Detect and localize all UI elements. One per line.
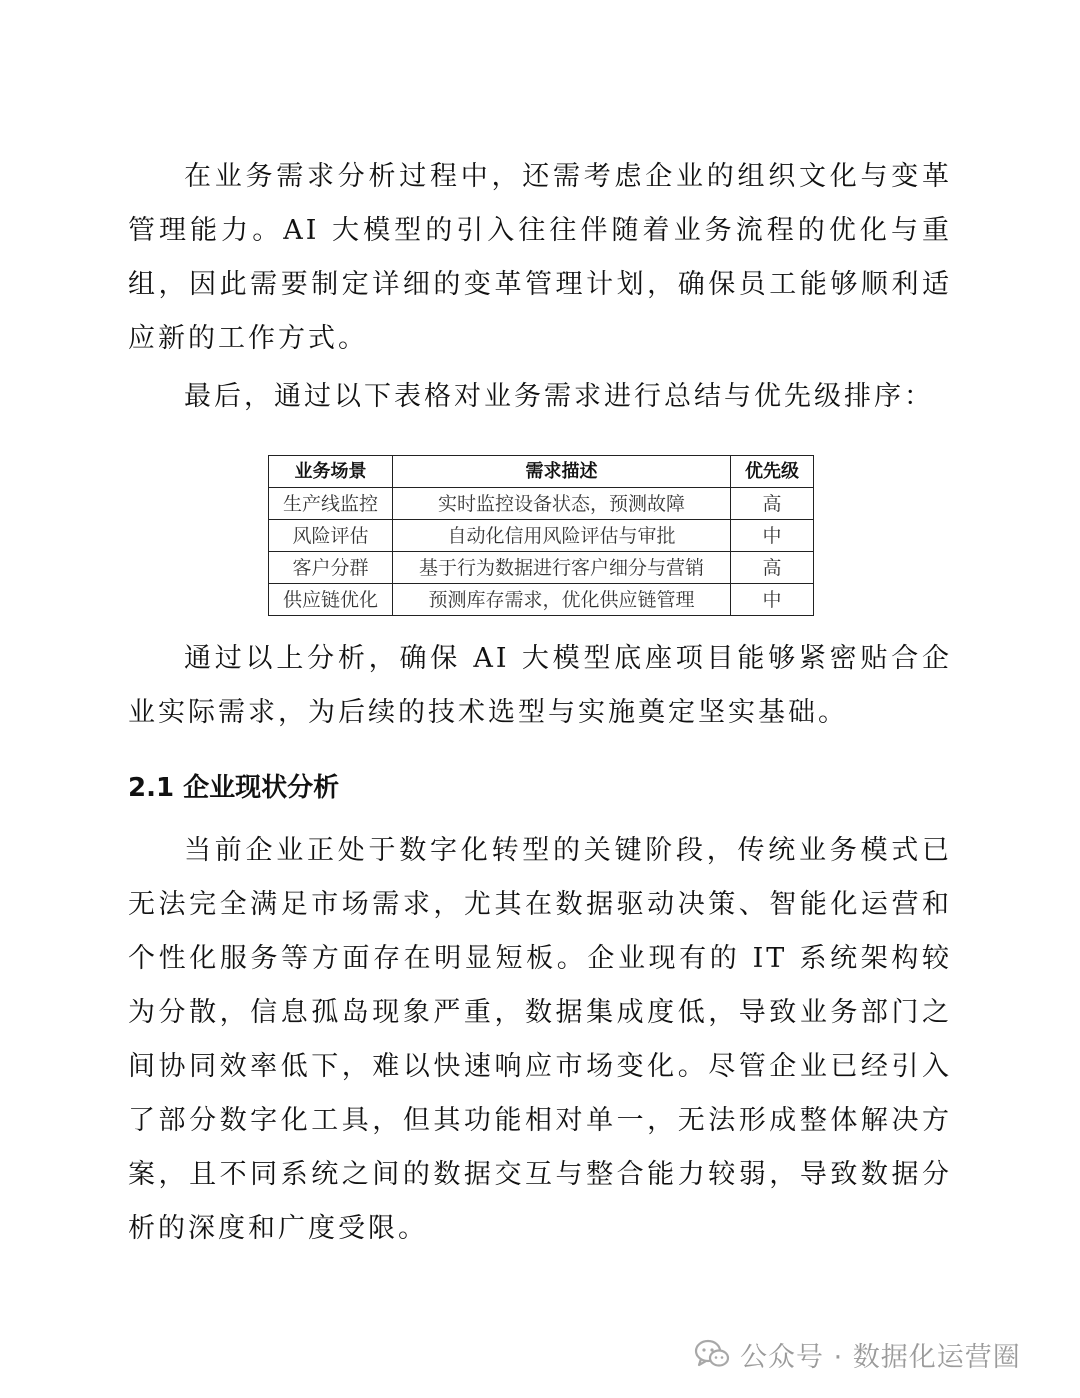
paragraph-table-intro: 最后，通过以下表格对业务需求进行总结与优先级排序：: [184, 381, 934, 412]
cell-priority: 高: [731, 488, 814, 520]
cell-description: 基于行为数据进行客户细分与营销: [393, 552, 731, 584]
cell-priority: 中: [731, 520, 814, 552]
section-heading: 2.1 企业现状分析: [128, 773, 340, 803]
cell-scenario: 生产线监控: [269, 488, 393, 520]
cell-description: 预测库存需求，优化供应链管理: [393, 584, 731, 616]
cell-scenario: 风险评估: [269, 520, 393, 552]
header-priority: 优先级: [731, 456, 814, 488]
wechat-icon: [694, 1339, 730, 1369]
requirements-table: [268, 455, 814, 616]
cell-description: 自动化信用风险评估与审批: [393, 520, 731, 552]
header-scenario: 业务场景: [269, 456, 393, 488]
paragraph-analysis-conclusion: 通过以上分析，确保 AI 大模型底座项目能够紧密贴合企业实际需求，为后续的技术选型与实施奠定坚实基础。: [128, 643, 952, 728]
watermark-text: 公众号 · 数据化运营圈: [740, 1341, 1021, 1373]
table-row: [269, 552, 814, 584]
paragraph-current-status: 当前企业正处于数字化转型的关键阶段，传统业务模式已无法完全满足市场需求，尤其在数据驱动决策、智能化运营和个性化服务等方面存在明显短板。企业现有的 IT 系统架构较为分散，信息孤岛现象严重，数据集成度低，导致业务部门之间协同效率低下，难以快速响应市场变化。尽管企业已经引入了部分数字化工具，但其功能相对单一，无法形成整体解决方案，且不同系统之间的数据交互与整合能力较弱，导致数据分析的深度和广度受限。: [128, 835, 952, 1244]
header-description: 需求描述: [393, 456, 731, 488]
watermark: [694, 1334, 1021, 1374]
table-row: [269, 488, 814, 520]
cell-priority: 高: [731, 552, 814, 584]
paragraph-change-management: 在业务需求分析过程中，还需考虑企业的组织文化与变革管理能力。AI 大模型的引入往往伴随着业务流程的优化与重组，因此需要制定详细的变革管理计划，确保员工能够顺利适应新的工作方式。: [128, 161, 952, 354]
table-row: [269, 520, 814, 552]
table-row: [269, 584, 814, 616]
cell-scenario: 客户分群: [269, 552, 393, 584]
cell-description: 实时监控设备状态，预测故障: [393, 488, 731, 520]
table-header-row: [269, 456, 814, 488]
cell-scenario: 供应链优化: [269, 584, 393, 616]
cell-priority: 中: [731, 584, 814, 616]
